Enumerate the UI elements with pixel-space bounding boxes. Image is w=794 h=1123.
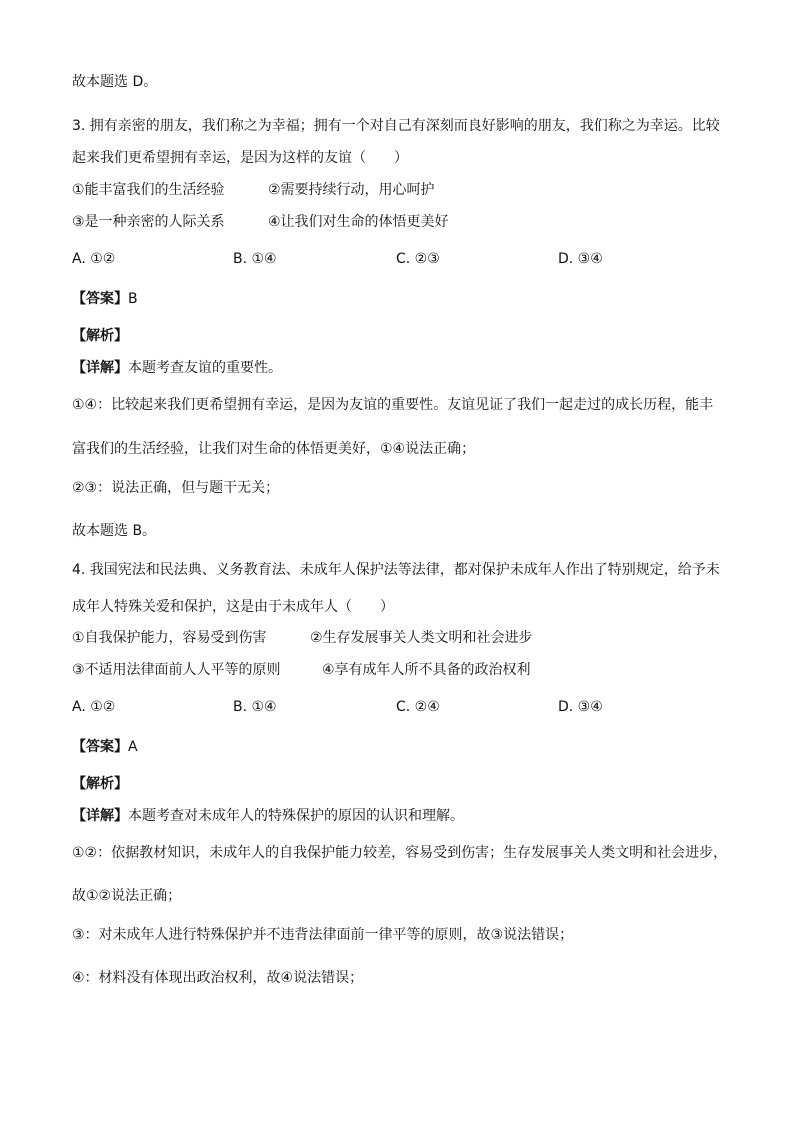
q4-answer [72, 737, 138, 757]
q3-conclusion: 故本题选 B。 [72, 523, 157, 539]
q3-explanation-2: ②③：说法正确，但与题干无关； [72, 480, 280, 496]
q3-statement-3: ③是一种亲密的人际关系 [72, 214, 225, 230]
q4-statement-2: ②生存发展事关人类文明和社会进步 [310, 630, 533, 646]
q3-detail [72, 358, 282, 378]
q4-explanation-1-line1: ①②：依据教材知识，未成年人的自我保护能力较差，容易受到伤害；生存发展事关人类文明和社会进步， [72, 845, 728, 861]
q4-answer-tag: 【答案】 [72, 739, 128, 755]
q3-statement-2: ②需要持续行动，用心呵护 [268, 182, 435, 198]
q4-stem-line1: 4. 我国宪法和民法典、义务教育法、未成年人保护法等法律，都对保护未成年人作出了特别规定，给予未 [72, 562, 720, 578]
q4-explanation-2: ③：对未成年人进行特殊保护并不违背法律面前一律平等的原则，故③说法错误； [72, 927, 574, 943]
q3-explanation-1-line1: ①④：比较起来我们更希望拥有幸运，是因为友谊的重要性。友谊见证了我们一起走过的成长历程，能丰 [72, 397, 714, 413]
q3-option-b: B. ①④ [233, 251, 277, 267]
q4-option-d: D. ③④ [558, 699, 603, 715]
q3-answer [72, 289, 138, 309]
q3-option-d: D. ③④ [558, 251, 603, 267]
q4-explanation-3: ④：材料没有体现出政治权利，故④说法错误； [72, 970, 364, 986]
q4-option-b: B. ①④ [233, 699, 277, 715]
q4-analysis-tag: 【解析】 [72, 776, 128, 792]
q4-explanation-1-line2: 故①②说法正确； [72, 888, 182, 904]
q3-detail-tag: 【详解】 [72, 360, 128, 376]
q4-detail [72, 806, 464, 826]
q2-conclusion: 故本题选 D。 [72, 74, 158, 90]
q3-answer-tag: 【答案】 [72, 291, 128, 307]
q3-stem-line2: 起来我们更希望拥有幸运，是因为这样的友谊（ ） [72, 150, 408, 166]
q4-detail-tag: 【详解】 [72, 808, 128, 824]
q3-statement-4: ④让我们对生命的体悟更美好 [268, 214, 449, 230]
q4-option-c: C. ②④ [396, 699, 440, 715]
q4-answer-value: A [128, 739, 138, 755]
q4-statement-4: ④享有成年人所不具备的政治权利 [322, 662, 531, 678]
q3-analysis-tag: 【解析】 [72, 328, 128, 344]
q3-option-c: C. ②③ [396, 251, 440, 267]
q3-answer-value: B [128, 291, 138, 307]
q4-option-a: A. ①② [72, 699, 116, 715]
q3-statement-1: ①能丰富我们的生活经验 [72, 182, 225, 198]
q4-stem-line2: 成年人特殊关爱和保护，这是由于未成年人（ ） [72, 599, 394, 615]
q4-detail-text: 本题考查对未成年人的特殊保护的原因的认识和理解。 [128, 808, 464, 824]
q4-statement-3: ③不适用法律面前人人平等的原则 [72, 662, 281, 678]
q3-explanation-1-line2: 富我们的生活经验，让我们对生命的体悟更美好，①④说法正确； [72, 441, 476, 457]
q3-option-a: A. ①② [72, 251, 116, 267]
q3-stem-line1: 3. 拥有亲密的朋友，我们称之为幸福；拥有一个对自己有深刻而良好影响的朋友，我们称之为幸运。比较 [72, 118, 720, 134]
q3-detail-text: 本题考查友谊的重要性。 [128, 360, 282, 376]
q4-statement-1: ①自我保护能力，容易受到伤害 [72, 630, 267, 646]
